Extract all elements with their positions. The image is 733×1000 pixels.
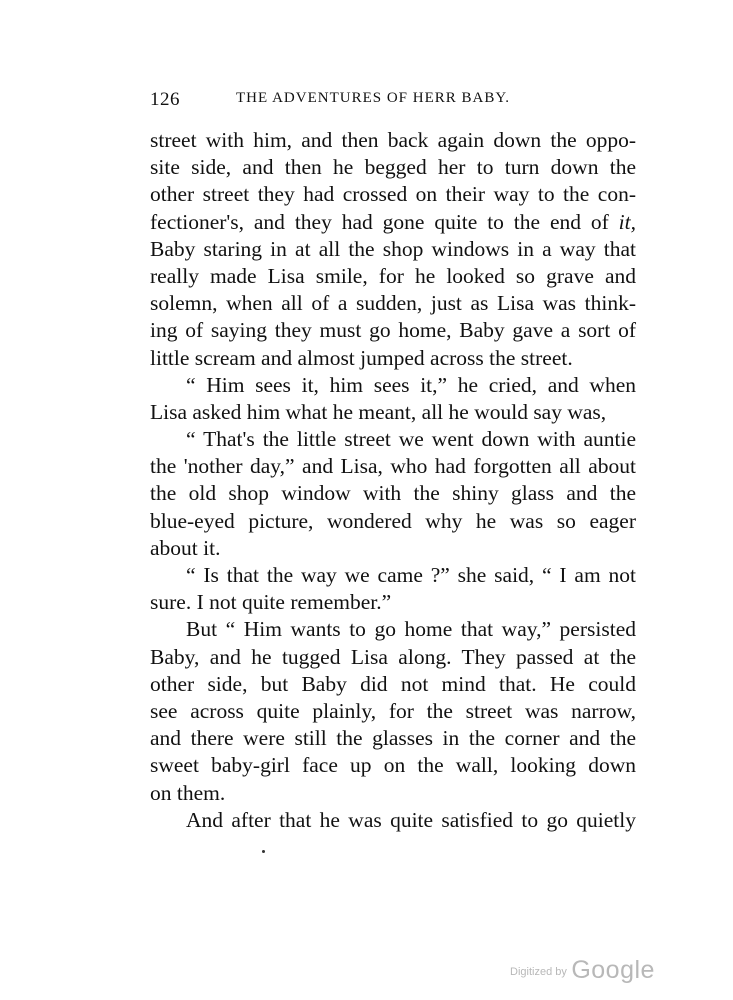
text-line: and there were still the glasses in the corner and the (150, 726, 636, 751)
text-line: “ Is that the way we came ?” she said, “ I am not (186, 563, 636, 587)
text-line: on them. (150, 780, 226, 805)
text-line: little scream and almost jumped across the street. (150, 345, 573, 370)
text-line: the 'nother day,” and Lisa, who had forgotten all about (150, 454, 636, 479)
text-line: sweet baby-girl face up on the wall, looking down (150, 753, 636, 778)
italic-word: it, (618, 209, 636, 234)
text-line: fectioner's, and they had gone quite to the end of it, (150, 209, 636, 234)
text-line: site side, and then he begged her to turn down the (150, 155, 636, 180)
text-line: really made Lisa smile, for he looked so grave and (150, 263, 636, 288)
text-line: Baby, and he tugged Lisa along. They passed at the (150, 644, 636, 669)
text-line: street with him, and then back again down the oppo- (150, 128, 636, 152)
text-line: other side, but Baby did not mind that. He could (150, 671, 636, 696)
text-line: But “ Him wants to go home that way,” persisted (186, 617, 636, 642)
running-title: THE ADVENTURES OF HERR BABY. (236, 90, 510, 106)
text-line: other street they had crossed on their way to the con- (150, 182, 636, 207)
text-line: “ That's the little street we went down with auntie (186, 427, 636, 452)
text-line: sure. I not quite remember.” (150, 590, 392, 615)
text-line: see across quite plainly, for the street was narrow, (150, 698, 636, 723)
digitized-watermark (510, 956, 655, 985)
text-line: about it. (150, 535, 221, 560)
watermark-prefix: Digitized by (510, 966, 567, 978)
text-line: solemn, when all of a sudden, just as Lisa was think- (150, 291, 636, 316)
text-line: Baby staring in at all the shop windows in a way that (150, 236, 636, 261)
text-line: Lisa asked him what he meant, all he would say was, (150, 399, 607, 424)
body-text (150, 127, 636, 834)
ink-speck (262, 850, 265, 853)
watermark-brand: Google (571, 956, 655, 984)
text-line: And after that he was quite satisfied to go quietly (186, 807, 636, 832)
text-line: the old shop window with the shiny glass and the (150, 481, 636, 506)
page-number: 126 (150, 89, 180, 110)
text-line: blue-eyed picture, wondered why he was so eager (150, 508, 636, 533)
text-line: ing of saying they must go home, Baby gave a sort of (150, 318, 636, 343)
text-line: “ Him sees it, him sees it,” he cried, and when (186, 372, 636, 397)
